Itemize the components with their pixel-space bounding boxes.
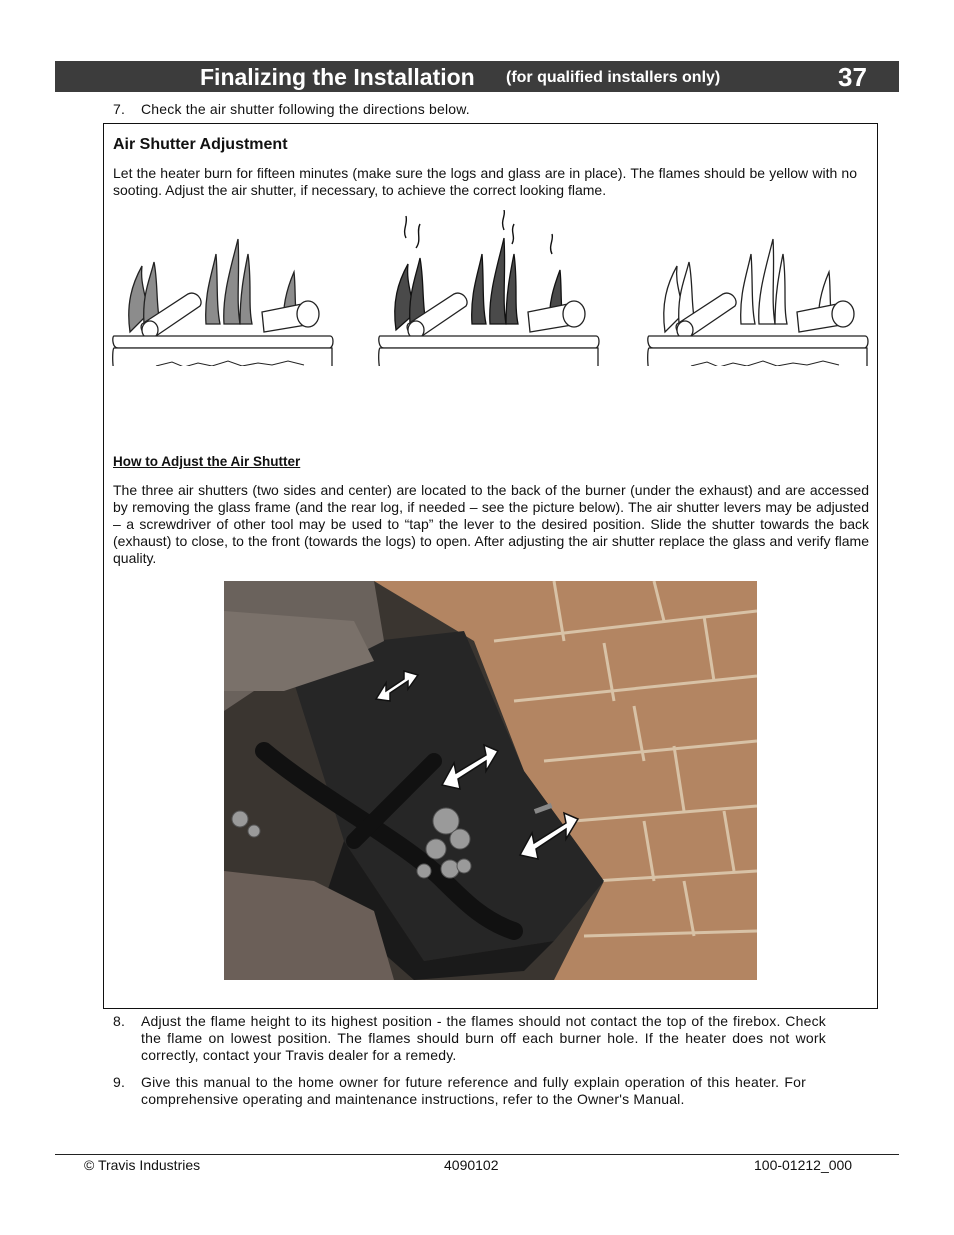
flame-illustration-normal xyxy=(112,224,336,366)
air-shutter-intro: Let the heater burn for fifteen minutes (make sure the logs and glass are in place). The flames should be yellow with no sooting. Adjust the air shutter, if necessary, to achieve the correct looking flame. xyxy=(113,165,857,198)
step-text: Adjust the flame height to its highest position - the flames should not contact the top of the firebox. Check the flame on lowest position. The flames should burn off each burner hole. If the heater does not work correctly, contact your Travis dealer for a remedy. xyxy=(141,1013,826,1063)
step-number: 7. xyxy=(113,101,126,117)
footer-rule xyxy=(55,1154,899,1155)
air-shutter-title: Air Shutter Adjustment xyxy=(113,136,288,153)
step-text: Give this manual to the home owner for future reference and fully explain operation of this heater. For comprehensive operating and maintenance instructions, refer to the Owner's Manual. xyxy=(141,1074,806,1107)
page-subtitle: (for qualified installers only) xyxy=(506,69,721,86)
step-text: Check the air shutter following the directions below. xyxy=(141,101,470,117)
footer-part-number: 100-01212_000 xyxy=(754,1157,853,1173)
step-number: 8. xyxy=(113,1013,126,1029)
footer-copyright: © Travis Industries xyxy=(84,1157,201,1173)
how-to-text: The three air shutters (two sides and center) are located to the back of the burner (under the exhaust) and are accessed by removing the glass frame (and the rear log, if needed – see the picture below). The air shutter levers may be adjusted – a screwdriver of other tool may be used to “tap” the lever to the desired position. Slide the shutter towards the back (exhaust) to close, to the front (towards the logs) to open. After adjusting the air shutter replace the glass and verify flame quality. xyxy=(113,482,869,566)
page-header xyxy=(55,61,899,92)
page-title: Finalizing the Installation xyxy=(200,64,475,90)
step-9 xyxy=(113,1074,806,1126)
how-to-title: How to Adjust the Air Shutter xyxy=(113,454,301,469)
flame-illustration-white xyxy=(647,224,871,366)
step-number: 9. xyxy=(113,1074,126,1090)
air-shutter-box xyxy=(103,123,878,1009)
step-7 xyxy=(113,101,873,118)
footer-doc-number: 4090102 xyxy=(444,1157,499,1173)
step-8 xyxy=(113,1013,826,1065)
flame-illustration-sooting xyxy=(376,210,600,366)
air-shutter-photo xyxy=(224,581,757,980)
page-number: 37 xyxy=(838,62,867,92)
